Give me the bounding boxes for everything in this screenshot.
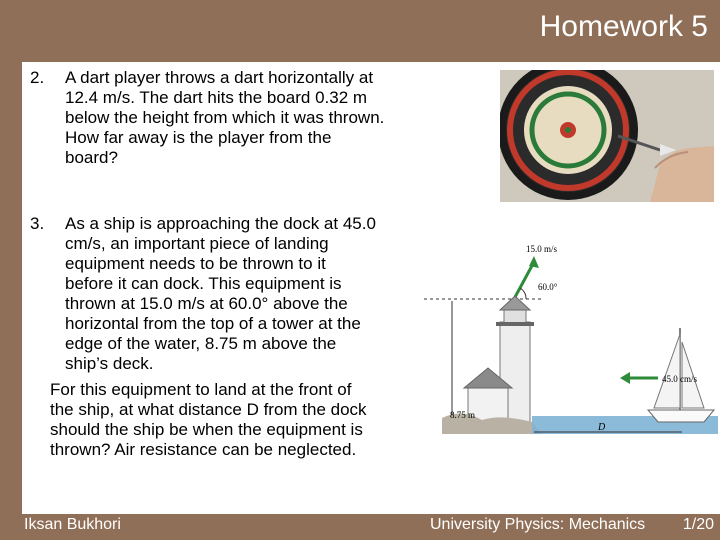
launch-velocity-arrow xyxy=(514,262,534,299)
question-line: thrown? Air resistance can be neglected. xyxy=(50,440,357,459)
dartboard-photo xyxy=(500,70,714,202)
question-line: A dart player throws a dart horizontally at xyxy=(65,68,374,87)
ship-sail xyxy=(654,334,680,408)
question-line: before it can dock. This equipment is xyxy=(65,274,342,293)
angle-label: 60.0° xyxy=(538,282,558,292)
question-line: should the ship be when the equipment is xyxy=(50,420,363,439)
question-number: 3. xyxy=(30,214,45,233)
launch-velocity-label: 15.0 m/s xyxy=(526,244,558,254)
question-line: horizontal from the top of a tower at the xyxy=(65,314,361,333)
footer-course: University Physics: Mechanics xyxy=(430,516,646,533)
question-line: How far away is the player from the xyxy=(65,128,332,147)
question-line: 12.4 m/s. The dart hits the board 0.32 m xyxy=(65,88,368,107)
footer-author: Iksan Bukhori xyxy=(24,516,121,533)
question-number: 2. xyxy=(30,68,45,87)
question-line: board? xyxy=(65,148,118,167)
footer-page-number: 1/20 xyxy=(682,516,714,533)
distance-label: D xyxy=(598,422,606,433)
angle-arc xyxy=(520,288,526,299)
question-line: cm/s, an important piece of landing xyxy=(65,234,329,253)
question-line: the ship, at what distance D from the dock xyxy=(50,400,367,419)
question-line: As a ship is approaching the dock at 45.0 xyxy=(65,214,376,233)
ship-speed-label: 45.0 cm/s xyxy=(662,374,697,384)
slide-title: Homework 5 xyxy=(539,10,708,43)
question-line: thrown at 15.0 m/s at 60.0° above the xyxy=(65,294,348,313)
question-line: edge of the water, 8.75 m above the xyxy=(65,334,337,353)
question-line: For this equipment to land at the front of xyxy=(50,380,352,399)
question-line: below the height from which it was thrown. xyxy=(65,108,385,127)
lighthouse-ship-diagram xyxy=(422,238,718,434)
question-line: equipment needs to be thrown to it xyxy=(65,254,326,273)
question-text xyxy=(65,214,376,374)
question-3-continuation xyxy=(50,380,430,460)
question-line: ship’s deck. xyxy=(65,354,154,373)
height-label: 8.75 m xyxy=(450,410,476,420)
slide-content xyxy=(22,62,720,514)
question-text xyxy=(65,68,384,168)
ship-hull xyxy=(648,410,714,422)
